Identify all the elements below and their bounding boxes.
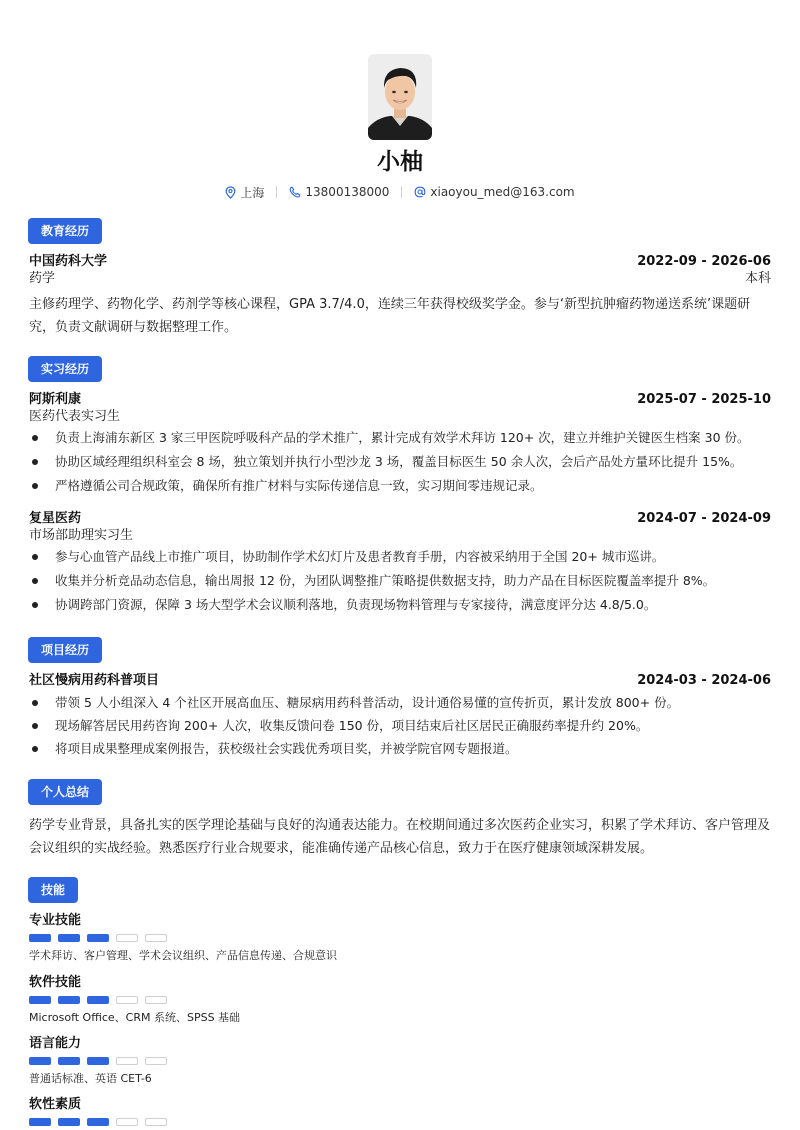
contact-bar: [0, 183, 800, 201]
contact-divider: [401, 186, 402, 198]
phone-icon: [289, 186, 301, 198]
section-badge-internship: 实习经历: [28, 356, 102, 382]
internship-company: 复星医药: [29, 511, 82, 526]
skill-name: 专业技能: [29, 913, 82, 928]
bullet-dot: [32, 435, 38, 441]
skill-bar-empty: [145, 1057, 167, 1065]
education-header: [29, 253, 771, 271]
bullet-dot: [32, 554, 38, 560]
list-item: [29, 476, 773, 496]
skill-level-bars: [29, 996, 174, 1004]
bullet-dot: [32, 602, 38, 608]
list-item: [29, 571, 773, 591]
section-badge-summary: 个人总结: [28, 779, 102, 805]
list-item-text: 现场解答居民用药咨询 200+ 人次，收集反馈问卷 150 份，项目结束后社区居民正确服药率提升约 20%。: [55, 718, 649, 733]
bullet-dot: [32, 483, 38, 489]
skill-bar-filled: [58, 1118, 80, 1126]
section-badge-skills: 技能: [28, 877, 78, 903]
skill-bar-filled: [58, 934, 80, 942]
avatar-portrait-icon: [368, 54, 432, 140]
skill-bar-filled: [87, 1057, 109, 1065]
summary-text: 药学专业背景，具备扎实的医学理论基础与良好的沟通表达能力。在校期间通过多次医药企业实习，积累了学术拜访、客户管理及会议组织的实战经验。熟悉医疗行业合规要求，能准确传递产品核心信息，致力于在医疗健康领域深耕发展。: [29, 818, 771, 856]
internship-header: [29, 510, 771, 528]
skill-bar-filled: [58, 996, 80, 1004]
list-item: [29, 547, 773, 567]
skill-bar-empty: [116, 934, 138, 942]
list-item: [29, 716, 773, 736]
skill-level-bars: [29, 934, 174, 942]
skill-bar-filled: [87, 934, 109, 942]
list-item-text: 协调跨部门资源，保障 3 场大型学术会议顺利落地，负责现场物料管理与专家接待，满意度评分达 4.8/5.0。: [55, 597, 657, 612]
internship-role-row: [29, 408, 771, 426]
at-sign-icon: [414, 186, 426, 198]
project-period: 2024-03 - 2024-06: [637, 673, 771, 688]
education-period: 2022-09 - 2026-06: [637, 254, 771, 269]
skill-description: 普通话标准、英语 CET-6: [29, 1072, 152, 1085]
skill-bar-empty: [145, 934, 167, 942]
project-name: 社区慢病用药科普项目: [29, 673, 160, 688]
list-item-text: 协助区域经理组织科室会 8 场，独立策划并执行小型沙龙 3 场，覆盖目标医生 50 余人次，会后产品处方量环比提升 15%。: [55, 454, 743, 469]
list-item-text: 负责上海浦东新区 3 家三甲医院呼吸科产品的学术推广，累计完成有效学术拜访 120+ 次，建立并维护关键医生档案 30 份。: [55, 430, 750, 445]
bullet-dot: [32, 723, 38, 729]
project-header: [29, 672, 771, 690]
list-item: [29, 428, 773, 448]
skill-bar-empty: [145, 1118, 167, 1126]
skill-level-bars: [29, 1118, 174, 1126]
skill-description: 学术拜访、客户管理、学术会议组织、产品信息传递、合规意识: [29, 949, 337, 962]
section-badge-project: 项目经历: [28, 637, 102, 663]
list-item: [29, 693, 773, 713]
skill-name: 软性素质: [29, 1097, 82, 1112]
contact-email-text: xiaoyou_med@163.com: [430, 185, 575, 199]
skill-bar-empty: [145, 996, 167, 1004]
education-school: 中国药科大学: [29, 254, 108, 269]
skill-bar-filled: [29, 1057, 51, 1065]
internship-role: 市场部助理实习生: [29, 528, 134, 543]
internship-period: 2024-07 - 2024-09: [637, 511, 771, 526]
list-item-text: 严格遵循公司合规政策，确保所有推广材料与实际传递信息一致，实习期间零违规记录。: [55, 478, 543, 493]
contact-location-text: 上海: [240, 185, 265, 200]
internship-header: [29, 391, 771, 409]
skill-bar-empty: [116, 1118, 138, 1126]
skill-bar-filled: [58, 1057, 80, 1065]
skill-bar-empty: [116, 996, 138, 1004]
skill-level-bars: [29, 1057, 174, 1065]
bullet-dot: [32, 459, 38, 465]
education-subheader: [29, 270, 771, 288]
list-item-text: 带领 5 人小组深入 4 个社区开展高血压、糖尿病用药科普活动，设计通俗易懂的宣传折页，累计发放 800+ 份。: [55, 695, 680, 710]
bullet-dot: [32, 578, 38, 584]
contact-location: [225, 184, 264, 201]
skill-bar-filled: [87, 996, 109, 1004]
skill-bar-filled: [29, 1118, 51, 1126]
bullet-dot: [32, 700, 38, 706]
education-major: 药学: [29, 271, 56, 286]
skill-bar-filled: [29, 934, 51, 942]
contact-phone: [289, 185, 389, 199]
skill-name: 软件技能: [29, 975, 82, 990]
list-item: [29, 595, 773, 615]
list-item-text: 参与心血管产品线上市推广项目，协助制作学术幻灯片及患者教育手册，内容被采纳用于全国 20+ 城市巡讲。: [55, 549, 665, 564]
skill-bar-filled: [87, 1118, 109, 1126]
internship-period: 2025-07 - 2025-10: [637, 392, 771, 407]
skill-bar-empty: [116, 1057, 138, 1065]
internship-role: 医药代表实习生: [29, 409, 121, 424]
candidate-name: 小柚: [377, 149, 423, 175]
avatar: [368, 54, 432, 140]
list-item-text: 将项目成果整理成案例报告，获校级社会实践优秀项目奖，并被学院官网专题报道。: [55, 741, 518, 756]
section-badge-education: 教育经历: [28, 218, 102, 244]
skill-bar-filled: [29, 996, 51, 1004]
education-description: 主修药理学、药物化学、药剂学等核心课程，GPA 3.7/4.0，连续三年获得校级奖学金。参与‘新型抗肿瘤药物递送系统’课题研究，负责文献调研与数据整理工作。: [29, 297, 751, 335]
contact-phone-text: 13800138000: [305, 185, 390, 199]
contact-divider: [276, 186, 277, 198]
internship-role-row: [29, 527, 771, 545]
skill-name: 语言能力: [29, 1036, 82, 1051]
location-pin-icon: [225, 186, 236, 199]
education-degree: 本科: [744, 271, 771, 286]
list-item-text: 收集并分析竞品动态信息，输出周报 12 份，为团队调整推广策略提供数据支持，助力产品在目标医院覆盖率提升 8%。: [55, 573, 716, 588]
skill-description: Microsoft Office、CRM 系统、SPSS 基础: [29, 1011, 241, 1024]
internship-company: 阿斯利康: [29, 392, 82, 407]
list-item: [29, 739, 773, 759]
contact-email: [414, 185, 574, 199]
list-item: [29, 452, 773, 472]
bullet-dot: [32, 746, 38, 752]
